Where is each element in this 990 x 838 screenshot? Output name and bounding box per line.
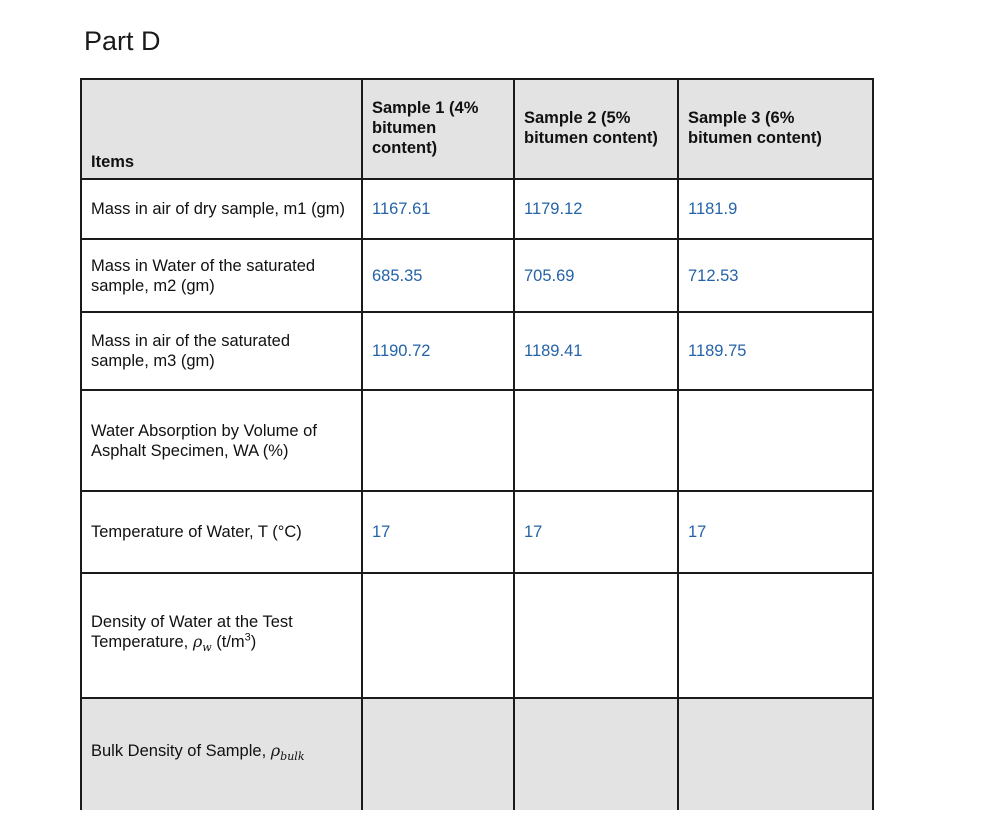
table-row [81,491,873,573]
section-title: Part D [84,26,161,56]
cell-value[interactable]: 1167.61 [362,179,514,239]
row-label-text: Density of Water at the Test Temperature, [91,613,293,652]
cell-value[interactable] [514,573,678,698]
row-label [81,573,362,698]
row-label-text: Bulk Density of Sample, [91,742,267,761]
table-row [81,573,873,698]
sample-2-header: Sample 2 (5% bitumen content) [514,79,678,179]
cell-value[interactable]: 685.35 [362,239,514,312]
sample-3-header: Sample 3 (6% bitumen content) [678,79,873,179]
row-label: Water Absorption by Volume of Asphalt Specimen, WA (%) [81,390,362,491]
cell-value[interactable] [514,390,678,491]
cell-value[interactable]: 17 [678,491,873,573]
cell-value[interactable]: 1190.72 [362,312,514,390]
row-label: Mass in Water of the saturated sample, m2 (gm) [81,239,362,312]
rho-symbol: $\rho_{bulk}$ [270,741,305,764]
row-label [81,698,362,810]
table-row [81,239,873,312]
table-row [81,312,873,390]
items-header: Items [81,79,362,179]
cell-value[interactable]: 1181.9 [678,179,873,239]
cell-value[interactable] [678,573,873,698]
rho-symbol: $\rho_w$ [192,632,212,655]
row-label: Mass in air of the saturated sample, m3 (gm) [81,312,362,390]
header-row [81,79,873,179]
table-row [81,179,873,239]
cell-value[interactable] [678,698,873,810]
sample-1-header: Sample 1 (4% bitumen content) [362,79,514,179]
cell-value[interactable]: 1179.12 [514,179,678,239]
unit-label: $(t/m^3)$ [216,631,257,652]
table-row [81,698,873,810]
cell-value[interactable] [678,390,873,491]
table-row [81,390,873,491]
cell-value[interactable] [362,390,514,491]
row-label: Temperature of Water, T (°C) [81,491,362,573]
row-label: Mass in air of dry sample, m1 (gm) [81,179,362,239]
cell-value[interactable] [362,573,514,698]
cell-value[interactable] [514,698,678,810]
cell-value[interactable]: 1189.75 [678,312,873,390]
cell-value[interactable]: 705.69 [514,239,678,312]
cell-value[interactable]: 712.53 [678,239,873,312]
results-table [80,78,874,810]
cell-value[interactable]: 17 [362,491,514,573]
cell-value[interactable]: 17 [514,491,678,573]
cell-value[interactable] [362,698,514,810]
cell-value[interactable]: 1189.41 [514,312,678,390]
